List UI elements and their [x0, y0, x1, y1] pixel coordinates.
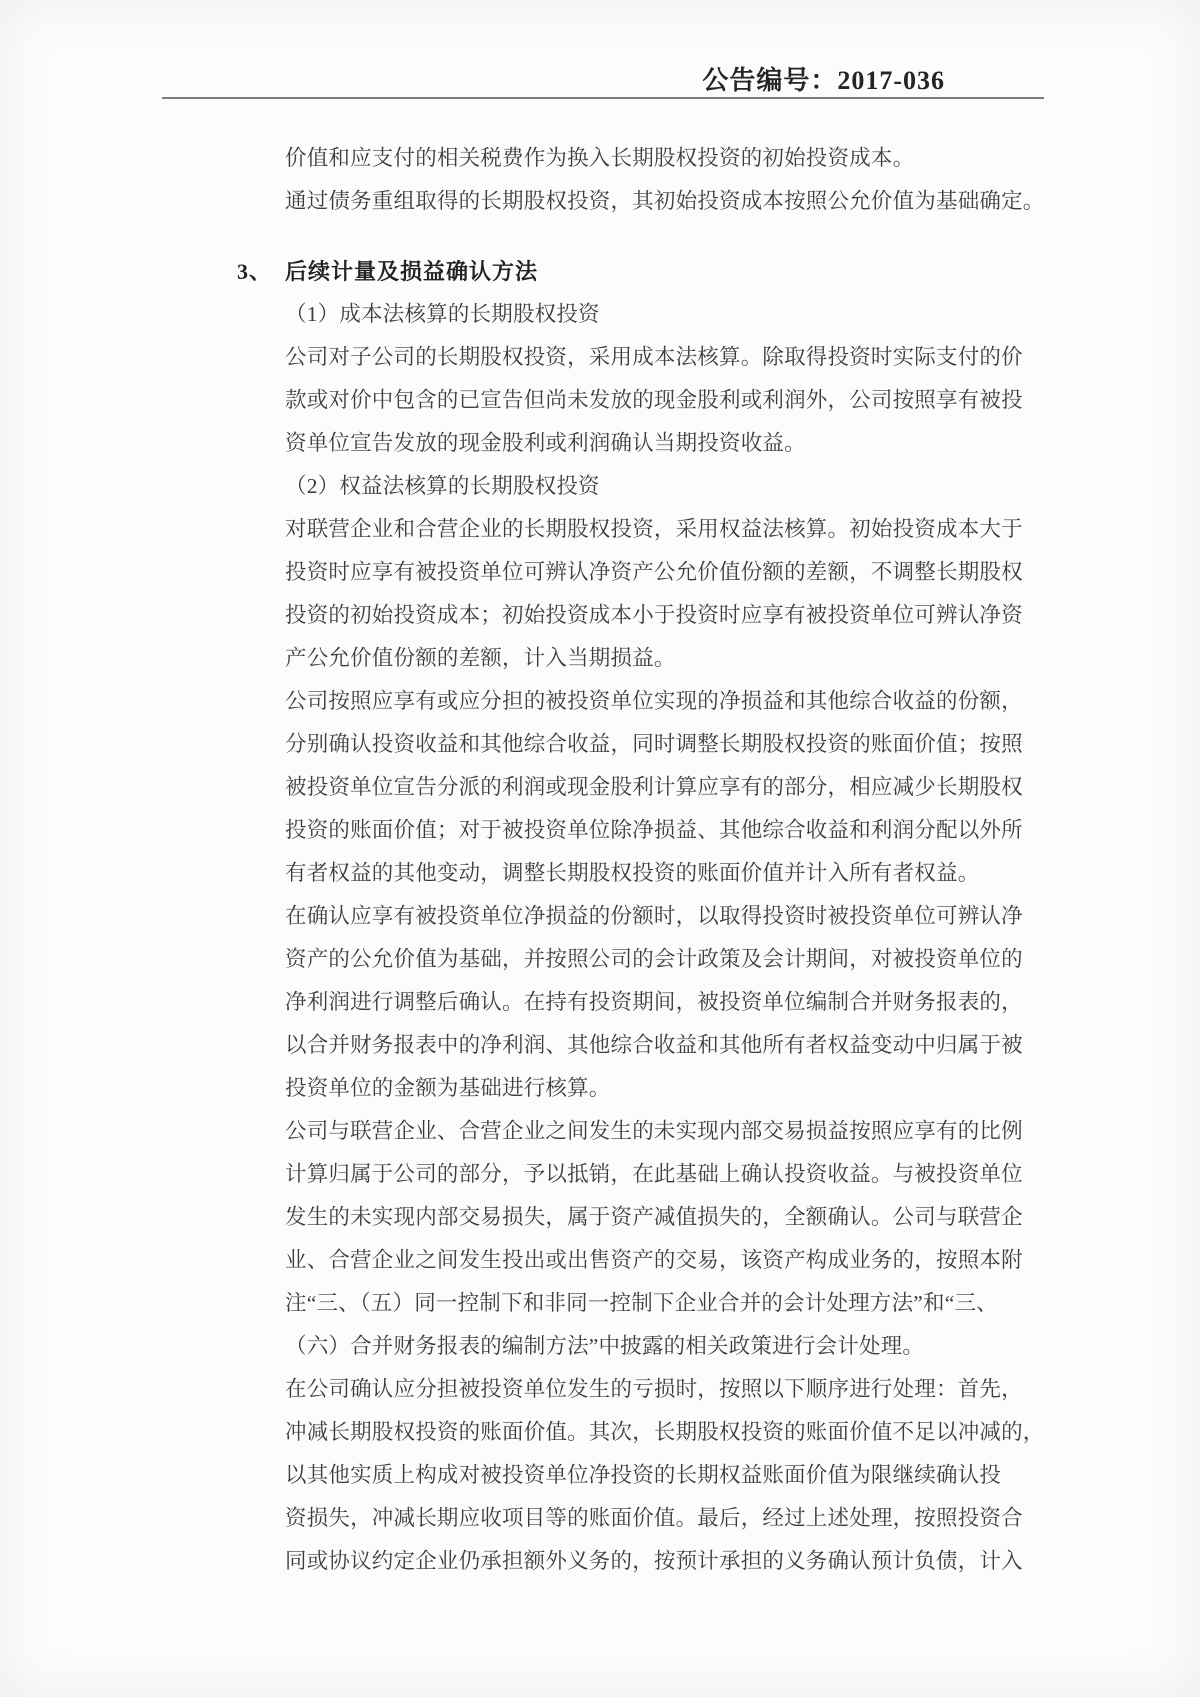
- line-text: 公司与联营企业、合营企业之间发生的未实现内部交易损益按照应享有的比例: [285, 1119, 1023, 1143]
- section-heading: [237, 250, 1020, 293]
- text-line: [285, 809, 1023, 852]
- line-text: （六）合并财务报表的编制方法”中披露的相关政策进行会计处理。: [285, 1334, 925, 1358]
- line-text: 分别确认投资收益和其他综合收益，同时调整长期股权投资的账面价值；按照: [285, 732, 1023, 756]
- header-rule: [162, 97, 1044, 99]
- text-line: [285, 637, 1020, 680]
- line-text: 在确认应享有被投资单位净损益的份额时，以取得投资时被投资单位可辨认净: [285, 904, 1023, 928]
- line-text: 以合并财务报表中的净利润、其他综合收益和其他所有者权益变动中归属于被: [285, 1033, 1023, 1057]
- line-text: 资产的公允价值为基础，并按照公司的会计政策及会计期间，对被投资单位的: [285, 947, 1023, 971]
- line-text: 业、合营企业之间发生投出或出售资产的交易，该资产构成业务的，按照本附: [285, 1248, 1023, 1272]
- line-text: 注“三、（五）同一控制下和非同一控制下企业合并的会计处理方法”和“三、: [285, 1291, 998, 1315]
- text-line: [285, 379, 1023, 422]
- text-line: [285, 852, 1020, 895]
- text-line: [285, 723, 1023, 766]
- line-text: 款或对价中包含的已宣告但尚未发放的现金股利或利润外，公司按照享有被投: [285, 388, 1023, 412]
- line-text: 通过债务重组取得的长期股权投资，其初始投资成本按照公允价值为基础确定。: [285, 189, 1045, 213]
- text-line: [285, 422, 1020, 465]
- text-line: [285, 465, 1020, 508]
- line-text: 资损失，冲减长期应收项目等的账面价值。最后，经过上述处理，按照投资合: [285, 1506, 1023, 1530]
- text-line: [285, 766, 1023, 809]
- text-line: [285, 1454, 1020, 1497]
- text-line: [285, 293, 1020, 336]
- line-text: 价值和应支付的相关税费作为换入长期股权投资的初始投资成本。: [285, 146, 915, 170]
- text-line: [285, 1067, 1020, 1110]
- document-body: [237, 137, 1045, 1583]
- line-text: 公司按照应享有或应分担的被投资单位实现的净损益和其他综合收益的份额，: [285, 689, 1023, 713]
- line-text: 公司对子公司的长期股权投资，采用成本法核算。除取得投资时实际支付的价: [285, 345, 1023, 369]
- line-text: （1）成本法核算的长期股权投资: [285, 302, 600, 326]
- line-text: 对联营企业和合营企业的长期股权投资，采用权益法核算。初始投资成本大于: [285, 517, 1023, 541]
- text-line: [285, 1325, 1020, 1368]
- text-line: [285, 551, 1023, 594]
- line-text: 投资的账面价值；对于被投资单位除净损益、其他综合收益和利润分配以外所: [285, 818, 1023, 842]
- line-text: 发生的未实现内部交易损失，属于资产减值损失的，全额确认。公司与联营企: [285, 1205, 1023, 1229]
- text-line: [285, 680, 1023, 723]
- line-text: 净利润进行调整后确认。在持有投资期间，被投资单位编制合并财务报表的，: [285, 990, 1023, 1014]
- line-text: 投资时应享有被投资单位可辨认净资产公允价值份额的差额，不调整长期股权: [285, 560, 1023, 584]
- line-text: 资单位宣告发放的现金股利或利润确认当期投资收益。: [285, 431, 806, 455]
- section-number: 3、: [237, 259, 273, 284]
- line-text: 有者权益的其他变动，调整长期股权投资的账面价值并计入所有者权益。: [285, 861, 980, 885]
- text-line: [285, 336, 1023, 379]
- line-text: 投资的初始投资成本；初始投资成本小于投资时应享有被投资单位可辨认净资: [285, 603, 1023, 627]
- section-title: 后续计量及损益确认方法: [285, 259, 539, 284]
- text-line: [285, 508, 1023, 551]
- text-line: [285, 981, 1023, 1024]
- text-line: [285, 1153, 1023, 1196]
- text-line: [285, 895, 1023, 938]
- line-text: 以其他实质上构成对被投资单位净投资的长期权益账面价值为限继续确认投: [285, 1463, 1002, 1487]
- text-line: [285, 1497, 1023, 1540]
- text-line: [285, 594, 1023, 637]
- line-text: 投资单位的金额为基础进行核算。: [285, 1076, 611, 1100]
- line-text: 在公司确认应分担被投资单位发生的亏损时，按照以下顺序进行处理：首先，: [285, 1377, 1023, 1401]
- line-text: 产公允价值份额的差额，计入当期损益。: [285, 646, 676, 670]
- line-text: 被投资单位宣告分派的利润或现金股利计算应享有的部分，相应减少长期股权: [285, 775, 1023, 799]
- line-text: 同或协议约定企业仍承担额外义务的，按预计承担的义务确认预计负债，计入: [285, 1549, 1023, 1573]
- text-line: [285, 1411, 1045, 1454]
- text-line: [285, 1282, 1020, 1325]
- text-line: [285, 1540, 1023, 1583]
- text-line: [285, 1024, 1023, 1067]
- text-line: [285, 1368, 1023, 1411]
- line-text: （2）权益法核算的长期股权投资: [285, 474, 600, 498]
- text-line: [285, 938, 1023, 981]
- text-line: [285, 1239, 1023, 1282]
- text-line: [285, 1110, 1023, 1153]
- line-text: 计算归属于公司的部分，予以抵销，在此基础上确认投资收益。与被投资单位: [285, 1162, 1023, 1186]
- notice-number: 公告编号：2017-036: [702, 66, 945, 95]
- line-text: 冲减长期股权投资的账面价值。其次，长期股权投资的账面价值不足以冲减的，: [285, 1420, 1045, 1444]
- text-line: [285, 180, 1045, 223]
- text-line: [285, 1196, 1023, 1239]
- text-line: [285, 137, 1020, 180]
